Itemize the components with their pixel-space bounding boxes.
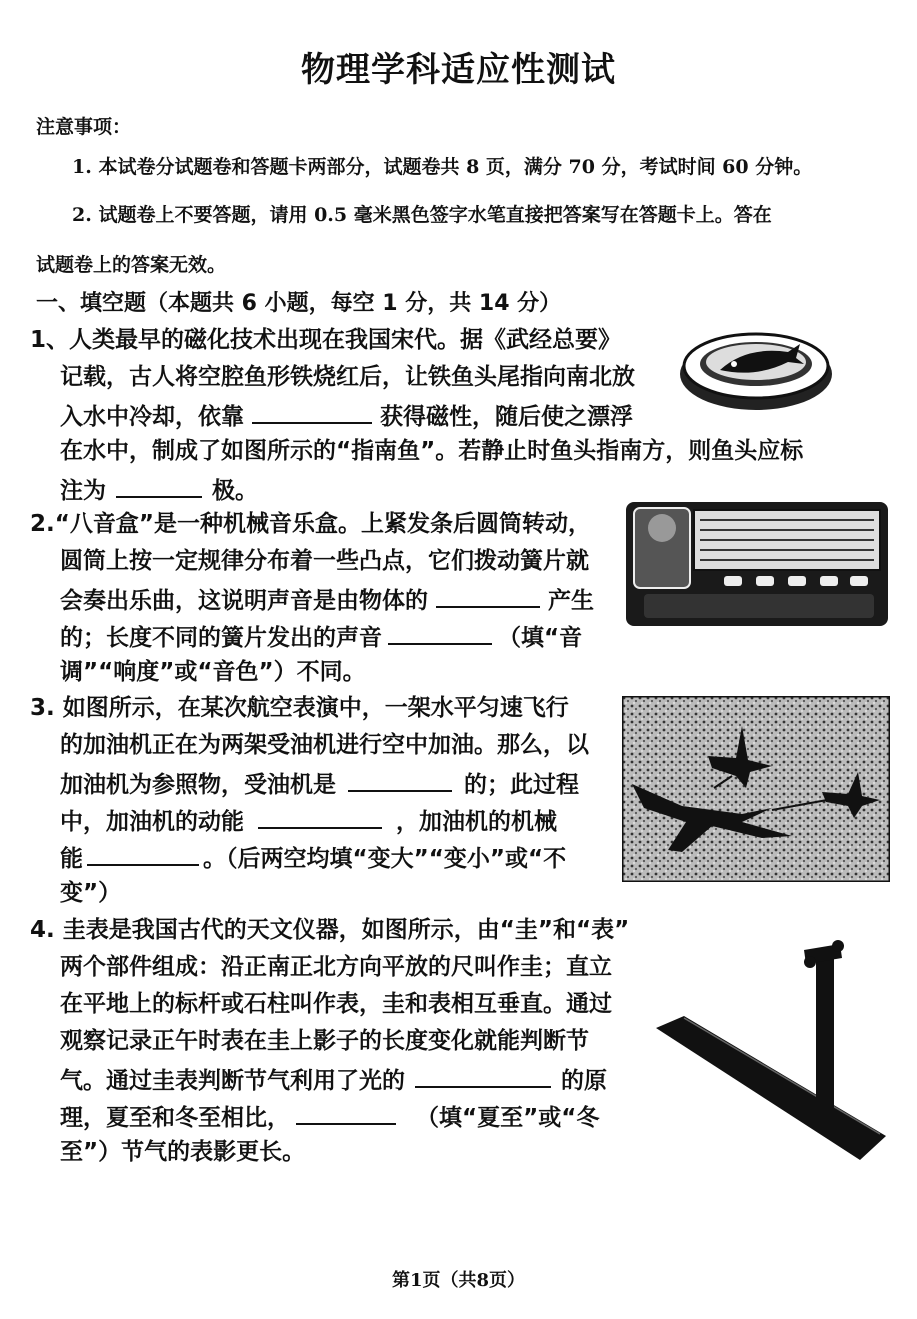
q4-line-2: 两个部件组成：沿正南正北方向平放的尺叫作圭；直立 — [60, 954, 612, 980]
q1-text-3b: 获得磁性，随后使之漂浮 — [380, 404, 633, 430]
q3-text-3a: 加油机为参照物，受油机是 — [60, 772, 336, 798]
q3-line-6: 变”） — [60, 880, 122, 906]
q1-blank-2[interactable] — [116, 470, 202, 498]
notice-item-2: 2. 试题卷上不要答题，请用 0.5 毫米黑色签字水笔直接把答案写在答题卡上。答在 — [72, 204, 772, 226]
q4-text-5b: 的原 — [561, 1068, 607, 1094]
gnomon-icon — [654, 936, 890, 1164]
q1-line-4: 在水中，制成了如图所示的“指南鱼”。若静止时鱼头指南方，则鱼头应标 — [60, 438, 804, 464]
q3-line-5 — [30, 838, 589, 875]
question-4 — [30, 912, 629, 1171]
notice-item-2-cont: 试题卷上的答案无效。 — [36, 254, 227, 276]
q1-text-5a: 注为 — [60, 478, 106, 504]
q3-text-4a: 中，加油机的动能 — [60, 809, 244, 835]
q3-blank-1[interactable] — [348, 764, 452, 792]
q4-text-5a: 气。通过圭表判断节气利用了光的 — [60, 1068, 405, 1094]
q1-line-1: 1、人类最早的磁化技术出现在我国宋代。据《武经总要》 — [30, 327, 622, 353]
question-3 — [30, 690, 589, 912]
fish-compass-icon — [676, 318, 836, 414]
q3-line-3 — [30, 764, 589, 801]
q3-line-2: 的加油机正在为两架受油机进行空中加油。那么，以 — [60, 732, 589, 758]
q3-line-4 — [30, 801, 589, 838]
page-footer: 第1页（共8页） — [391, 1270, 526, 1291]
q4-blank-2[interactable] — [296, 1097, 396, 1125]
q1-text-5b: 极。 — [212, 478, 258, 504]
q4-line-3: 在平地上的标杆或石柱叫作表，圭和表相互垂直。通过 — [60, 991, 612, 1017]
q1-line-2: 记载，古人将空腔鱼形铁烧红后，让铁鱼头尾指向南北放 — [60, 364, 635, 390]
q2-line-1: 2.“八音盒”是一种机械音乐盒。上紧发条后圆筒转动， — [30, 511, 591, 537]
q2-text-4a: 的；长度不同的簧片发出的声音 — [60, 625, 382, 651]
q2-text-3a: 会奏出乐曲，这说明声音是由物体的 — [60, 588, 428, 614]
question-2 — [30, 506, 594, 691]
q3-text-5b: 。（后两空均填“变大”“变小”或“不 — [203, 846, 567, 872]
page-title: 物理学科适应性测试 — [301, 50, 616, 90]
q3-blank-3[interactable] — [87, 838, 199, 866]
q3-text-4b: ，加油机的机械 — [396, 809, 557, 835]
q4-line-4: 观察记录正午时表在圭上影子的长度变化就能判断节 — [60, 1028, 589, 1054]
q1-blank-1[interactable] — [252, 396, 372, 424]
q2-blank-1[interactable] — [436, 580, 540, 608]
q3-line-1: 3. 如图所示，在某次航空表演中，一架水平匀速飞行 — [30, 695, 569, 721]
q3-blank-2[interactable] — [258, 801, 382, 829]
q2-line-3 — [30, 580, 594, 617]
q2-blank-2[interactable] — [388, 617, 492, 645]
q4-text-6a: 理，夏至和冬至相比， — [60, 1105, 290, 1131]
q2-line-5: 调”“响度”或“音色”）不同。 — [60, 659, 366, 685]
q3-text-3b: 的；此过程 — [464, 772, 579, 798]
q4-line-7: 至”）节气的表影更长。 — [60, 1139, 306, 1165]
q3-text-5a: 能 — [60, 846, 83, 872]
notice-heading: 注意事项： — [36, 116, 132, 138]
notice-item-1: 1. 本试卷分试题卷和答题卡两部分，试题卷共 8 页，满分 70 分，考试时间 60 分钟。 — [72, 156, 813, 178]
q2-text-3b: 产生 — [548, 588, 594, 614]
q2-line-2: 圆筒上按一定规律分布着一些凸点，它们拨动簧片就 — [60, 548, 589, 574]
section-heading: 一、填空题（本题共 6 小题，每空 1 分，共 14 分） — [36, 291, 562, 316]
q2-line-4 — [30, 617, 594, 654]
q4-line-1: 4. 圭表是我国古代的天文仪器，如图所示，由“圭”和“表” — [30, 917, 630, 943]
q4-blank-1[interactable] — [415, 1060, 551, 1088]
q2-text-4b: （填“音 — [498, 625, 583, 651]
q4-line-5 — [30, 1060, 629, 1097]
q1-text-3a: 入水中冷却，依靠 — [60, 404, 244, 430]
aerial-refueling-icon — [622, 696, 890, 882]
music-box-icon — [624, 498, 890, 630]
q4-line-6 — [30, 1097, 629, 1134]
q4-text-6b: （填“夏至”或“冬 — [416, 1105, 600, 1131]
